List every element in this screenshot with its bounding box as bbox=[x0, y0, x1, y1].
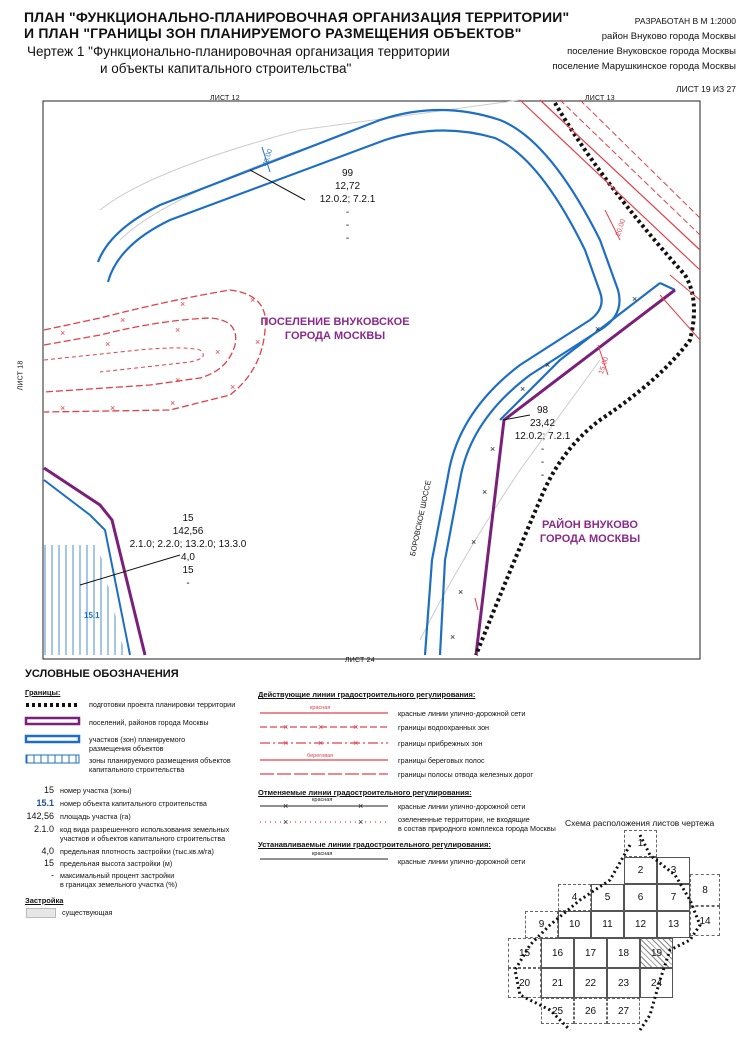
legend-t5: предельная плотность застройки (тыс.кв.м/га) bbox=[60, 847, 214, 856]
scheme-cell-5[interactable]: 5 bbox=[591, 884, 624, 911]
scheme-cell-1[interactable]: 1 bbox=[624, 830, 657, 857]
sheet-top-left[interactable]: ЛИСТ 12 bbox=[210, 95, 240, 102]
legend-n3: 142,56 bbox=[26, 811, 54, 821]
district-1: район Внуково города Москвы bbox=[601, 31, 736, 42]
legend-a1: красные линии улично-дорожной сети bbox=[398, 709, 526, 718]
sheet-bottom[interactable]: ЛИСТ 24 bbox=[345, 657, 375, 664]
svg-text:×: × bbox=[283, 817, 289, 827]
svg-text:×: × bbox=[283, 801, 289, 811]
legend-existing: существующая bbox=[62, 908, 113, 917]
water-zone-1 bbox=[44, 290, 266, 412]
scheme-cell-26[interactable]: 26 bbox=[574, 998, 607, 1024]
leader-99 bbox=[250, 170, 305, 200]
scheme-cell-15[interactable]: 15 bbox=[508, 938, 541, 968]
existing-road-2 bbox=[120, 150, 300, 240]
svg-text:×: × bbox=[170, 398, 176, 408]
legend-a4: границы береговых полос bbox=[398, 756, 485, 765]
svg-text:×: × bbox=[283, 722, 289, 732]
scheme-cell-9[interactable]: 9 bbox=[525, 911, 558, 938]
svg-text:×: × bbox=[353, 738, 359, 748]
scheme-title: Схема расположения листов чертежа bbox=[565, 818, 715, 828]
dim-right: 20,00 bbox=[615, 218, 628, 238]
legend-borders-head: Границы: bbox=[25, 688, 61, 697]
svg-text:×: × bbox=[358, 801, 364, 811]
legend-n7: - bbox=[51, 870, 54, 880]
legend-c1: красные линии улично-дорожной сети bbox=[398, 802, 526, 811]
legend-n1: 15 bbox=[43, 785, 54, 795]
parcel-99[interactable]: 99 12,72 12.0.2; 7.2.1 - - - bbox=[319, 168, 376, 244]
dim-top: 40,00 bbox=[262, 148, 275, 168]
scheme-cell-25[interactable]: 25 bbox=[541, 998, 574, 1024]
legend-c1-tag: красная bbox=[312, 797, 333, 803]
scheme-cell-23[interactable]: 23 bbox=[607, 968, 640, 998]
legend-n5: 4,0 bbox=[41, 846, 54, 856]
legend-b2: поселений, районов города Москвы bbox=[89, 718, 209, 727]
svg-text:×: × bbox=[60, 328, 66, 338]
scale-label: РАЗРАБОТАН В М 1:2000 bbox=[634, 16, 736, 26]
legend-build-head: Застройка bbox=[25, 896, 64, 905]
legend-b1: подготовки проекта планировки территории bbox=[89, 700, 236, 709]
svg-text:×: × bbox=[450, 632, 456, 642]
scheme-cell-17[interactable]: 17 bbox=[574, 938, 607, 968]
sheet-number: ЛИСТ 19 ИЗ 27 bbox=[676, 84, 736, 94]
scheme-cell-22[interactable]: 22 bbox=[574, 968, 607, 998]
legend-set-head: Устанавливаемые линии градостроительного регулирования: bbox=[258, 840, 491, 849]
svg-text:×: × bbox=[105, 339, 111, 349]
road-name: БОРОВСКОЕ ШОССЕ bbox=[408, 479, 433, 557]
scheme-cell-4[interactable]: 4 bbox=[558, 884, 591, 911]
existing-building-swatch bbox=[26, 908, 56, 918]
scheme-cell-2[interactable]: 2 bbox=[624, 857, 657, 884]
scheme-cell-10[interactable]: 10 bbox=[558, 911, 591, 938]
svg-text:×: × bbox=[60, 403, 66, 413]
legend-t1: номер участка (зоны) bbox=[60, 786, 132, 795]
legend-t3: площадь участка (га) bbox=[60, 812, 131, 821]
legend-a5: границы полосы отвода железных дорог bbox=[398, 770, 533, 779]
scheme-cell-19[interactable]: 19 bbox=[640, 938, 673, 968]
svg-text:×: × bbox=[353, 722, 359, 732]
existing-road-3 bbox=[420, 360, 600, 640]
svg-text:×: × bbox=[255, 337, 261, 347]
scheme-cell-11[interactable]: 11 bbox=[591, 911, 624, 938]
scheme-cell-27[interactable]: 27 bbox=[607, 998, 640, 1024]
legend-b4: зоны планируемого размещения объектов капитального строительства bbox=[89, 756, 231, 774]
legend-s1: красные линии улично-дорожной сети bbox=[398, 857, 526, 866]
legend-line-swatches bbox=[258, 700, 393, 780]
svg-text:×: × bbox=[180, 299, 186, 309]
scheme-cell-14[interactable]: 14 bbox=[690, 906, 720, 936]
water-zone-2 bbox=[44, 318, 236, 392]
svg-text:×: × bbox=[175, 325, 181, 335]
sheet-scheme bbox=[500, 830, 740, 1045]
scheme-cell-21[interactable]: 21 bbox=[541, 968, 574, 998]
legend-t7: максимальный процент застройки в границах земельного участка (%) bbox=[60, 871, 178, 889]
svg-text:×: × bbox=[482, 487, 488, 497]
svg-text:×: × bbox=[490, 444, 496, 454]
svg-text:×: × bbox=[545, 360, 551, 370]
svg-text:×: × bbox=[358, 817, 364, 827]
sheet-left[interactable]: ЛИСТ 18 bbox=[17, 360, 25, 391]
subtitle-line-1: Чертеж 1 "Функционально-планировочная организация территории bbox=[27, 44, 450, 59]
legend-c2: озелененные территории, не входящие в состав природного комплекса города Москвы bbox=[398, 815, 556, 833]
legend-b3: участков (зон) планируемого размещения объектов bbox=[89, 735, 186, 753]
zone-label-vnukovskoe: ПОСЕЛЕНИЕ ВНУКОВСКОЕ ГОРОДА МОСКВЫ bbox=[260, 316, 410, 342]
legend-s1-tag: красная bbox=[312, 851, 333, 857]
title-line-1: ПЛАН "ФУНКЦИОНАЛЬНО-ПЛАНИРОВОЧНАЯ ОРГАНИЗАЦИЯ ТЕРРИТОРИИ" bbox=[24, 9, 570, 25]
scheme-cell-6[interactable]: 6 bbox=[624, 884, 657, 911]
svg-text:×: × bbox=[632, 294, 638, 304]
scheme-cell-18[interactable]: 18 bbox=[607, 938, 640, 968]
svg-text:×: × bbox=[458, 587, 464, 597]
legend-n4: 2.1.0 bbox=[33, 824, 54, 834]
svg-text:×: × bbox=[250, 295, 256, 305]
svg-text:×: × bbox=[318, 738, 324, 748]
svg-text:×: × bbox=[110, 403, 116, 413]
svg-text:×: × bbox=[283, 738, 289, 748]
legend-n6: 15 bbox=[43, 858, 54, 868]
svg-text:×: × bbox=[520, 384, 526, 394]
scheme-cell-8[interactable]: 8 bbox=[690, 874, 720, 906]
scheme-boundary bbox=[500, 830, 740, 1045]
scheme-cell-16[interactable]: 16 bbox=[541, 938, 574, 968]
parcel-98[interactable]: 98 23,42 12.0.2; 7.2.1 - - - bbox=[514, 405, 571, 481]
parcel-15[interactable]: 15 142,56 2.1.0; 2.2.0; 13.2.0; 13.3.0 4,0 15 - bbox=[129, 513, 247, 589]
svg-text:×: × bbox=[230, 382, 236, 392]
svg-text:×: × bbox=[471, 537, 477, 547]
legend-title: УСЛОВНЫЕ ОБОЗНАЧЕНИЯ bbox=[25, 668, 179, 680]
svg-text:×: × bbox=[318, 722, 324, 732]
svg-text:×: × bbox=[175, 375, 181, 385]
legend-t4: код вида разрешенного использования земельных участков и объектов капитального строительства bbox=[60, 825, 230, 843]
legend-cancel-head: Отменяемые линии градостроительного регулирования: bbox=[258, 788, 472, 797]
legend-a2: границы водоохранных зон bbox=[398, 723, 490, 732]
scheme-cell-12[interactable]: 12 bbox=[624, 911, 657, 938]
legend-n2: 15.1 bbox=[36, 798, 54, 808]
legend-active-head: Действующие линии градостроительного регулирования: bbox=[258, 690, 476, 699]
legend-a3: границы прибрежных зон bbox=[398, 739, 483, 748]
dim-mid: 15,00 bbox=[598, 356, 611, 376]
planning-boundary bbox=[476, 103, 694, 655]
legend-t2: номер объекта капитального строительства bbox=[60, 799, 207, 808]
svg-text:×: × bbox=[120, 315, 126, 325]
svg-text:×: × bbox=[215, 347, 221, 357]
object-15-1[interactable]: 15.1 bbox=[84, 611, 100, 620]
scheme-cell-24[interactable]: 24 bbox=[640, 968, 673, 998]
scheme-cell-3[interactable]: 3 bbox=[657, 857, 690, 884]
title-line-2: И ПЛАН "ГРАНИЦЫ ЗОН ПЛАНИРУЕМОГО РАЗМЕЩЕНИЯ ОБЪЕКТОВ" bbox=[24, 25, 522, 41]
scheme-cell-13[interactable]: 13 bbox=[657, 911, 690, 938]
district-2: поселение Внуковское города Москвы bbox=[567, 46, 736, 57]
sheet-top-right[interactable]: ЛИСТ 13 bbox=[585, 95, 615, 102]
scheme-cell-20[interactable]: 20 bbox=[508, 968, 541, 998]
district-3: поселение Марушкинское города Москвы bbox=[552, 61, 736, 72]
water-zone-marks bbox=[60, 295, 260, 413]
legend-a1-tag: красная bbox=[310, 705, 331, 711]
svg-text:×: × bbox=[595, 324, 601, 334]
legend-t6: предельная высота застройки (м) bbox=[60, 859, 173, 868]
legend-border-swatches bbox=[24, 698, 84, 773]
zone-label-vnukovo: РАЙОН ВНУКОВО ГОРОДА МОСКВЫ bbox=[539, 519, 641, 545]
legend-a4-tag: береговая bbox=[307, 753, 334, 759]
subtitle-line-2: и объекты капитального строительства" bbox=[100, 61, 352, 76]
scheme-cell-7[interactable]: 7 bbox=[657, 884, 690, 911]
